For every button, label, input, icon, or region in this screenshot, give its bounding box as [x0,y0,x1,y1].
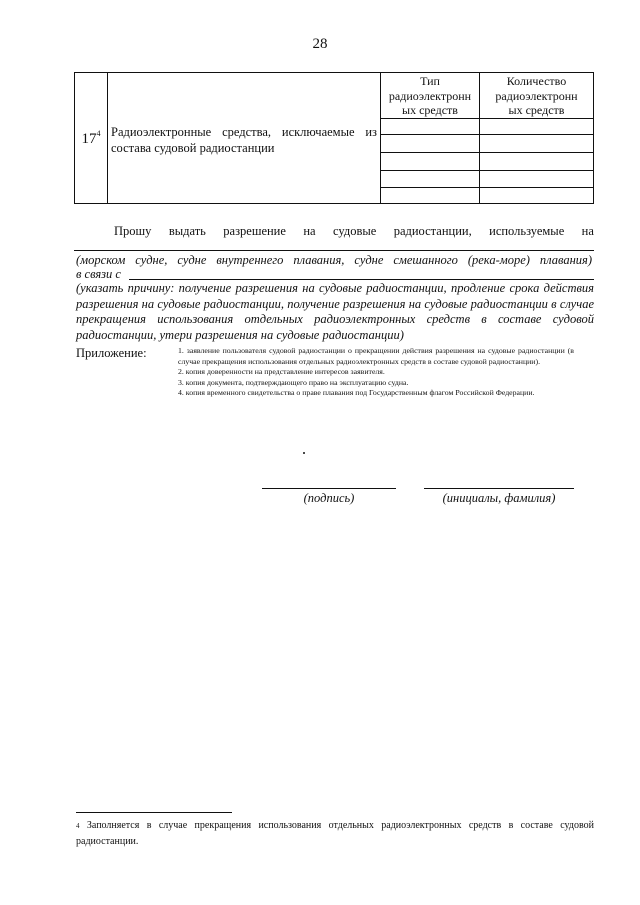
footnote-rule [76,812,232,813]
vessel-type-field-line [74,250,594,251]
name-line [424,488,574,489]
attachments-list [178,346,574,399]
row-number: $17^4$ [81,129,101,147]
form-table [74,72,594,204]
attachment-item: 4. копия временного свидетельства о праве плавания под Государственным флагом Российской Федерации. [178,388,535,398]
vessel-type-hint: (морском судне, судне внутреннего плавания, судне смешанного (река-море) плавания) [76,253,592,267]
attachment-item: 1. заявление пользователя судовой радиостанции о прекращении действия разрешения на судовые радиостанции (в случае прекращения использования отдельных радиоэлектронных средств в составе судовой радиостанции). [178,346,574,366]
row-description [111,124,377,156]
reason-hint: (указать причину: получение разрешения на судовые радиостанции, продление срока действия разрешения на судовые радиостанции, получение разрешения на судовые радиостанции в случае прекращения использования отдельных радиоэлектронных средств в составе судовой радиостанции, утери разрешения на судовые радиостанции) [76,281,594,342]
footnote-marker: 4 [76,822,80,830]
attachments-label: Приложение: [76,346,147,360]
column-header-quantity: Количество радиоэлектронн ых средств [495,74,578,117]
signature-caption: (подпись) [303,491,355,505]
column-header-type: Тип радиоэлектронн ых средств [388,74,472,117]
stray-dot [303,452,305,454]
request-sentence: Прошу выдать разрешение на судовые радиостанции, используемые на [114,224,594,238]
row-description-line: Радиоэлектронные средства, исключаемые из [111,125,377,139]
footnote [76,818,594,850]
page-number: 28 [312,36,328,52]
name-caption: (инициалы, фамилия) [442,491,556,505]
attachment-item: 3. копия документа, подтверждающего право на эксплуатацию судна. [178,377,409,387]
footnote-text: Заполняется в случае прекращения использования отдельных радиоэлектронных средств в составе судовой радиостанции. [76,820,594,847]
attachment-item: 2. копия доверенности на представление интересов заявителя. [178,367,385,377]
row-description-line: состава судовой радиостанции [111,141,275,155]
row-number-footnote-marker: 4 [96,129,101,138]
signature-line [262,488,396,489]
reason-prefix: в связи с [76,267,121,281]
reason-field-line [129,279,594,280]
